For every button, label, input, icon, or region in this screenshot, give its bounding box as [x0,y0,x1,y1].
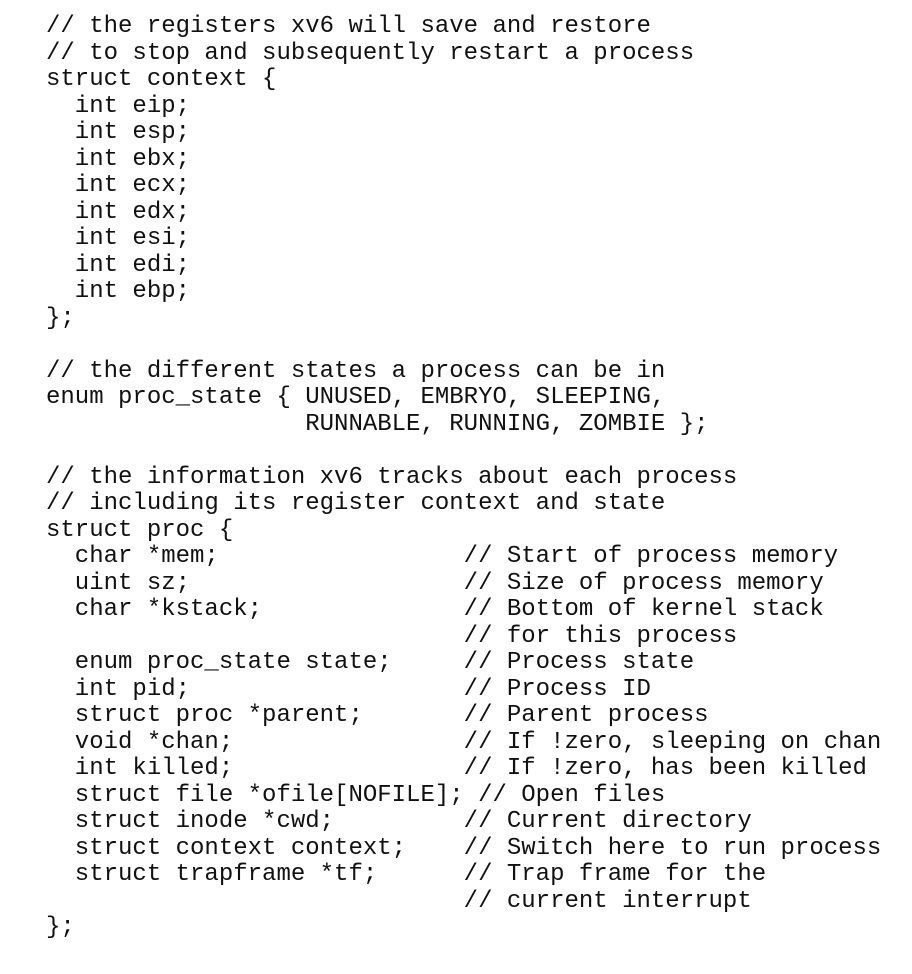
code-line: struct context { [46,66,277,93]
code-line: }; [46,304,75,332]
code-line: // for this process [46,622,738,650]
code-line: // to stop and subsequently restart a process [46,39,695,67]
code-line: int killed; // If !zero, has been killed [46,755,867,782]
code-line: char *kstack; // Bottom of kernel stack [46,596,824,623]
code-line: // the information xv6 tracks about each process [46,463,738,491]
code-line [46,438,881,465]
code-line: struct trapframe *tf; // Trap frame for the [46,861,767,888]
code-line: int esp; [46,119,191,146]
code-line: }; [46,914,75,941]
code-line: // including its register context and state [46,490,666,517]
code-line: enum proc_state { UNUSED, EMBRYO, SLEEPING, [46,384,666,411]
code-line: int esi; [46,225,191,252]
code-line: char *mem; // Start of process memory [46,543,839,570]
code-line: uint sz; // Size of process memory [46,569,824,597]
code-line: struct inode *cwd; // Current directory [46,808,752,835]
code-line: RUNNABLE, RUNNING, ZOMBIE }; [46,410,709,438]
code-line: // the different states a process can be in [46,357,666,385]
code-line: void *chan; // If !zero, sleeping on chan [46,728,882,756]
code-line: int edx; [46,198,191,226]
code-line: int pid; // Process ID [46,675,651,703]
code-line: struct proc *parent; // Parent process [46,702,709,729]
code-listing [46,14,881,942]
code-line: // current interrupt [46,887,752,915]
code-line: int eip; [46,92,191,120]
code-line [46,332,881,359]
code-line: int edi; [46,251,191,279]
code-line: struct file *ofile[NOFILE]; // Open files [46,781,666,809]
code-line: int ecx; [46,172,191,199]
code-line: enum proc_state state; // Process state [46,649,695,676]
code-line: int ebp; [46,278,191,305]
code-line: struct proc { [46,516,234,544]
code-line: // the registers xv6 will save and restore [46,13,651,40]
code-line: int ebx; [46,145,191,173]
code-line: struct context context; // Switch here to run process [46,834,882,862]
